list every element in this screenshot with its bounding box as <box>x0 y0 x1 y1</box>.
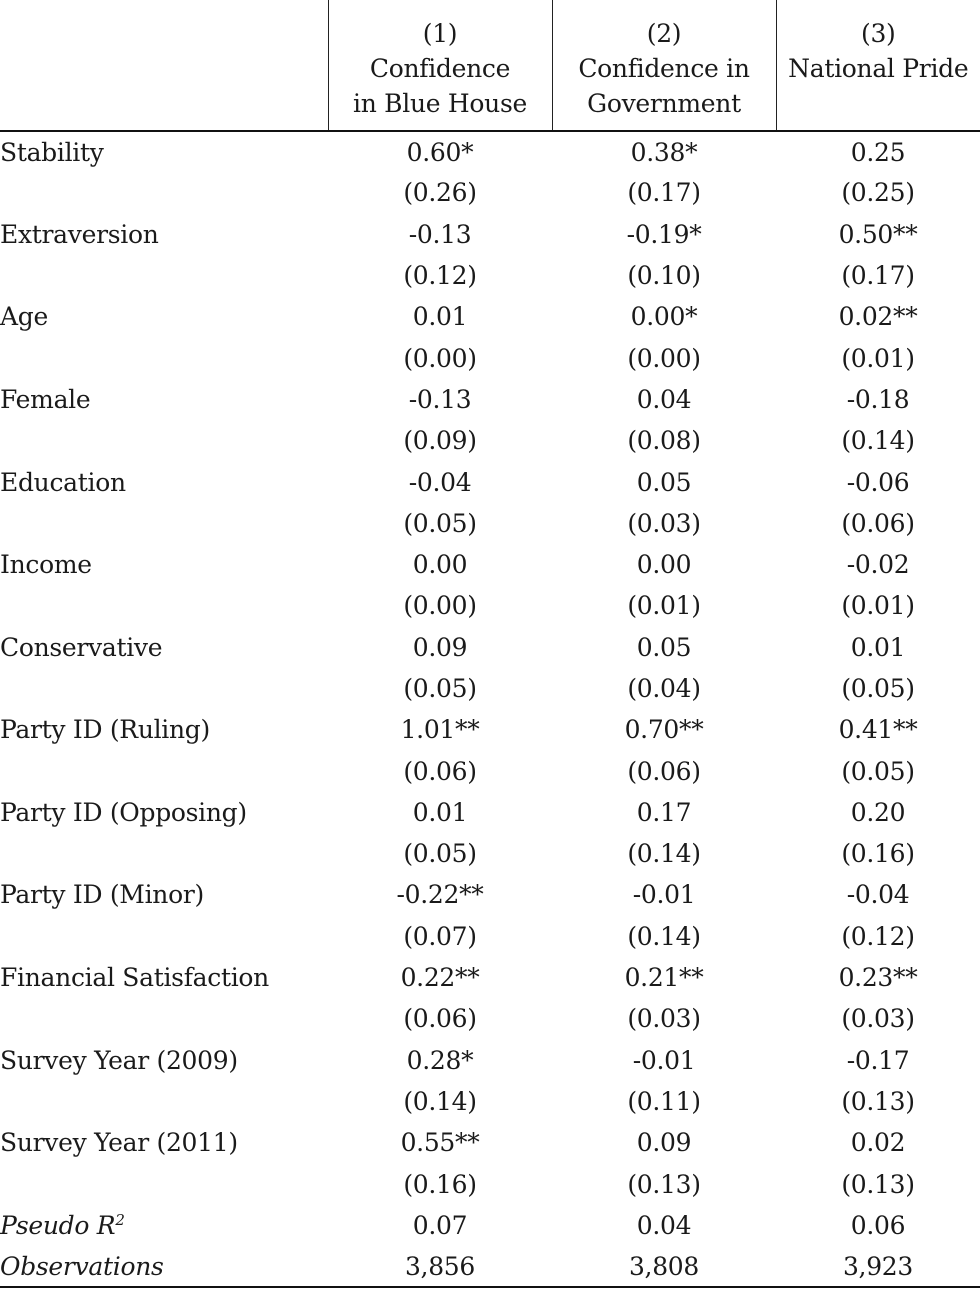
standard-error-cell: (0.00) <box>627 343 701 373</box>
standard-error-cell: (0.03) <box>841 1004 915 1034</box>
empty-label-cell <box>0 750 328 791</box>
coefficient-cell: 1.01** <box>400 715 480 745</box>
standard-error-row <box>0 998 980 1039</box>
empty-label-cell <box>0 585 328 626</box>
standard-error-row <box>0 1163 980 1204</box>
coefficient-cell: 0.00* <box>630 302 698 332</box>
table-body <box>0 131 980 1287</box>
empty-label-cell <box>0 668 328 709</box>
empty-label-cell <box>0 833 328 874</box>
standard-error-cell: (0.16) <box>841 839 915 869</box>
coefficient-cell: 0.50** <box>838 219 918 249</box>
coefficient-cell: 0.04 <box>636 384 692 414</box>
coefficient-cell: -0.04 <box>846 880 910 910</box>
standard-error-cell: (0.01) <box>841 591 915 621</box>
variable-label-party-id-opposing: Party ID (Opposing) <box>0 797 247 827</box>
coefficient-cell: 0.21** <box>624 963 704 993</box>
coefficient-cell: -0.01 <box>632 1045 696 1075</box>
standard-error-cell: (0.25) <box>841 178 915 208</box>
standard-error-cell: (0.13) <box>627 1169 701 1199</box>
variable-label-survey-year-2011: Survey Year (2011) <box>0 1128 238 1158</box>
observations-col-2: 3,808 <box>552 1246 776 1287</box>
standard-error-row <box>0 420 980 461</box>
coefficient-row <box>0 296 980 337</box>
standard-error-cell: (0.09) <box>403 426 477 456</box>
standard-error-cell: (0.17) <box>841 261 915 291</box>
coefficient-cell: -0.18 <box>846 384 910 414</box>
coefficient-cell: 0.25 <box>850 137 906 167</box>
coefficient-cell: 0.41** <box>838 715 918 745</box>
column-2-title-line2: Government <box>552 89 776 131</box>
pseudo-r2-col-1: 0.07 <box>412 1210 468 1240</box>
standard-error-cell: (0.14) <box>841 426 915 456</box>
variable-label-female: Female <box>0 384 91 414</box>
coefficient-cell: 0.01 <box>412 302 468 332</box>
coefficient-row <box>0 792 980 833</box>
coefficient-cell: -0.22** <box>396 880 484 910</box>
variable-label-conservative: Conservative <box>0 632 163 662</box>
coefficient-cell: -0.17 <box>846 1045 910 1075</box>
standard-error-row <box>0 172 980 213</box>
standard-error-cell: (0.00) <box>403 343 477 373</box>
variable-label-age: Age <box>0 302 48 332</box>
variable-label-party-id-ruling: Party ID (Ruling) <box>0 715 210 745</box>
coefficient-cell: 0.22** <box>400 963 480 993</box>
coefficient-cell: 0.60* <box>406 137 474 167</box>
column-3-number: (3) <box>860 19 896 48</box>
coefficient-row <box>0 1122 980 1163</box>
standard-error-row <box>0 255 980 296</box>
coefficient-cell: -0.13 <box>408 384 472 414</box>
coefficient-cell: 0.17 <box>636 797 692 827</box>
coefficient-row <box>0 461 980 502</box>
coefficient-cell: 0.28* <box>406 1045 474 1075</box>
empty-label-cell <box>0 998 328 1039</box>
coefficient-cell: -0.01 <box>632 880 696 910</box>
empty-label-cell <box>0 337 328 378</box>
standard-error-cell: (0.05) <box>841 674 915 703</box>
standard-error-cell: (0.04) <box>627 674 701 703</box>
coefficient-row <box>0 131 980 172</box>
header-row-numbers <box>0 0 980 48</box>
stat-row-observations <box>0 1246 980 1287</box>
standard-error-cell: (0.11) <box>627 1086 701 1116</box>
coefficient-cell: 0.01 <box>850 632 906 662</box>
coefficient-row <box>0 379 980 420</box>
coefficient-cell: 0.00 <box>412 550 468 580</box>
coefficient-row <box>0 544 980 585</box>
standard-error-cell: (0.06) <box>841 508 915 538</box>
standard-error-cell: (0.13) <box>841 1086 915 1116</box>
standard-error-cell: (0.05) <box>403 508 477 538</box>
coefficient-row <box>0 214 980 255</box>
standard-error-cell: (0.03) <box>627 1004 701 1034</box>
coefficient-cell: 0.02** <box>838 302 918 332</box>
standard-error-cell: (0.13) <box>841 1169 915 1199</box>
coefficient-cell: 0.38* <box>630 137 698 167</box>
column-1-number: (1) <box>328 0 552 48</box>
standard-error-cell: (0.12) <box>841 921 915 951</box>
variable-label-party-id-minor: Party ID (Minor) <box>0 880 204 910</box>
coefficient-cell: -0.19* <box>626 219 702 249</box>
standard-error-cell: (0.26) <box>403 178 477 208</box>
column-2-number: (2) <box>552 0 776 48</box>
coefficient-row <box>0 957 980 998</box>
standard-error-cell: (0.01) <box>841 343 915 373</box>
standard-error-cell: (0.06) <box>403 1004 477 1034</box>
standard-error-cell: (0.07) <box>403 921 477 951</box>
standard-error-cell: (0.00) <box>403 591 477 621</box>
empty-label-cell <box>0 503 328 544</box>
coefficient-row <box>0 874 980 915</box>
standard-error-cell: (0.06) <box>403 756 477 786</box>
observations-label: Observations <box>0 1246 328 1287</box>
coefficient-cell: 0.23** <box>838 963 918 993</box>
column-1-title-line2: in Blue House <box>328 89 552 131</box>
standard-error-cell: (0.06) <box>627 756 701 786</box>
coefficient-cell: 0.09 <box>636 1128 692 1158</box>
empty-label-cell <box>0 916 328 957</box>
standard-error-cell: (0.01) <box>627 591 701 621</box>
standard-error-cell: (0.17) <box>627 178 701 208</box>
empty-label-cell <box>0 1163 328 1204</box>
header-stub <box>0 0 328 48</box>
header-row-title-1 <box>0 48 980 89</box>
empty-label-cell <box>0 255 328 296</box>
stat-row-pseudo-r2 <box>0 1205 980 1246</box>
standard-error-row <box>0 750 980 791</box>
coefficient-cell: 0.00 <box>636 550 692 580</box>
pseudo-r2-col-3: 0.06 <box>850 1210 906 1240</box>
variable-label-stability: Stability <box>0 137 104 167</box>
standard-error-cell: (0.16) <box>403 1169 477 1199</box>
column-3-title-line1: National Pride <box>788 54 969 83</box>
observations-col-1: 3,856 <box>328 1246 552 1287</box>
standard-error-row <box>0 503 980 544</box>
standard-error-cell: (0.12) <box>403 261 477 291</box>
standard-error-cell: (0.03) <box>627 508 701 538</box>
coefficient-cell: -0.13 <box>408 219 472 249</box>
standard-error-cell: (0.08) <box>627 426 701 456</box>
variable-label-education: Education <box>0 467 126 497</box>
standard-error-cell: (0.10) <box>627 261 701 291</box>
variable-label-financial-satisfaction: Financial Satisfaction <box>0 963 269 993</box>
variable-label-extraversion: Extraversion <box>0 219 159 249</box>
column-3-title-line2 <box>776 89 980 131</box>
standard-error-cell: (0.05) <box>403 839 477 869</box>
standard-error-cell: (0.14) <box>627 839 701 869</box>
coefficient-cell: 0.05 <box>636 467 692 497</box>
coefficient-cell: 0.05 <box>636 632 692 662</box>
empty-label-cell <box>0 420 328 461</box>
coefficient-cell: -0.04 <box>408 467 472 497</box>
coefficient-cell: 0.20 <box>850 797 906 827</box>
column-2-title-line1: Confidence in <box>552 48 776 89</box>
coefficient-cell: 0.09 <box>412 632 468 662</box>
coefficient-cell: 0.02 <box>850 1128 906 1158</box>
header-row-title-2 <box>0 89 980 131</box>
standard-error-cell: (0.05) <box>403 674 477 703</box>
standard-error-row <box>0 916 980 957</box>
standard-error-row <box>0 668 980 709</box>
pseudo-r2-col-2: 0.04 <box>636 1210 692 1240</box>
standard-error-row <box>0 833 980 874</box>
coefficient-cell: 0.55** <box>400 1128 480 1158</box>
coefficient-cell: -0.06 <box>846 467 910 497</box>
empty-label-cell <box>0 1081 328 1122</box>
pseudo-r2-label: Pseudo $R^2$ <box>0 1210 125 1240</box>
coefficient-cell: 0.01 <box>412 797 468 827</box>
standard-error-row <box>0 337 980 378</box>
standard-error-cell: (0.05) <box>841 756 915 786</box>
column-1-title-line1: Confidence <box>328 48 552 89</box>
standard-error-row <box>0 585 980 626</box>
coefficient-row <box>0 627 980 668</box>
empty-label-cell <box>0 172 328 213</box>
coefficient-cell: -0.02 <box>846 550 910 580</box>
observations-col-3: 3,923 <box>776 1246 980 1287</box>
standard-error-row <box>0 1081 980 1122</box>
standard-error-cell: (0.14) <box>403 1086 477 1116</box>
coefficient-row <box>0 1040 980 1081</box>
coefficient-row <box>0 709 980 750</box>
variable-label-survey-year-2009: Survey Year (2009) <box>0 1045 238 1075</box>
coefficient-cell: 0.70** <box>624 715 704 745</box>
variable-label-income: Income <box>0 550 92 580</box>
standard-error-cell: (0.14) <box>627 921 701 951</box>
